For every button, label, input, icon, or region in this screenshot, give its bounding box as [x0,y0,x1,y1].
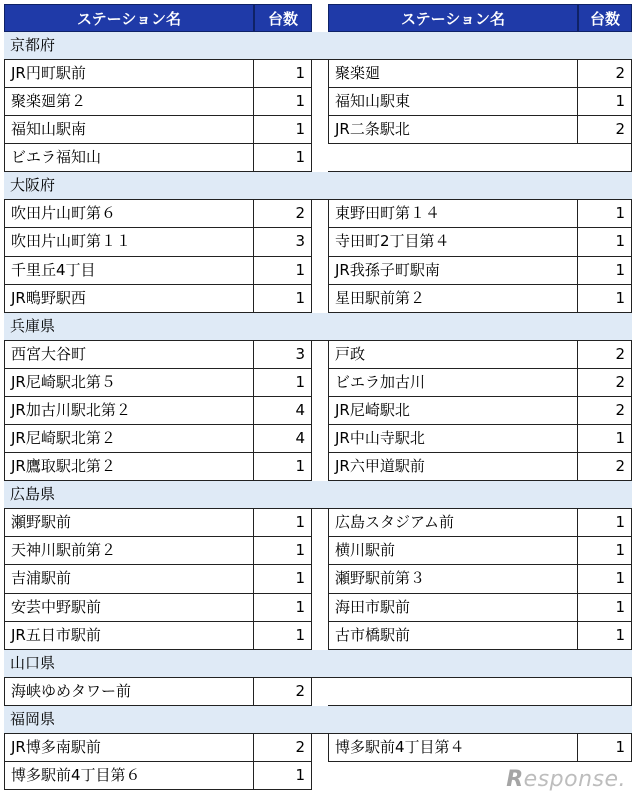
count-cell: 2 [254,734,312,762]
station-name-cell: JR中山寺駅北 [328,425,578,453]
table-row [4,594,632,622]
table-row [4,60,632,88]
count-cell: 1 [578,622,632,650]
station-name-cell: 吹田片山町第６ [4,200,254,228]
prefecture-header: 山口県 [4,650,632,678]
station-name-cell: 戸政 [328,341,578,369]
station-name-cell: 博多駅前4丁目第４ [328,734,578,762]
station-name-cell: JR我孫子町駅南 [328,257,578,285]
count-cell: 1 [578,425,632,453]
count-cell: 1 [254,257,312,285]
station-name-cell: 東野田町第１４ [328,200,578,228]
count-cell: 1 [578,734,632,762]
station-name-cell: 千里丘4丁目 [4,257,254,285]
station-name-cell: JR尼崎駅北第５ [4,369,254,397]
header-count-right: 台数 [578,4,632,32]
station-name-cell: 寺田町2丁目第４ [328,228,578,256]
table-row [4,116,632,144]
station-name-cell: JR二条駅北 [328,116,578,144]
count-cell: 1 [578,88,632,116]
count-cell: 1 [578,565,632,593]
count-cell: 1 [578,200,632,228]
count-cell: 1 [254,565,312,593]
table-row [4,397,632,425]
station-name-cell: 西宮大谷町 [4,341,254,369]
station-name-cell: 福知山駅東 [328,88,578,116]
header-gap [312,4,328,32]
table-row [4,341,632,369]
count-cell: 1 [254,594,312,622]
table-row [4,88,632,116]
count-cell: 3 [254,228,312,256]
station-name-cell: 吹田片山町第１１ [4,228,254,256]
station-name-cell: JR鷹取駅北第２ [4,453,254,481]
header-station-name-right: ステーション名 [328,4,578,32]
count-cell: 1 [578,594,632,622]
count-cell: 2 [578,369,632,397]
table-row [4,144,632,172]
empty-cell [328,678,632,706]
count-cell: 1 [254,453,312,481]
header-count-left: 台数 [254,4,312,32]
count-cell: 1 [578,509,632,537]
station-name-cell: ビエラ加古川 [328,369,578,397]
count-cell: 1 [254,88,312,116]
count-cell: 2 [254,200,312,228]
prefecture-header: 京都府 [4,32,632,60]
station-table [4,4,632,790]
count-cell: 1 [254,116,312,144]
station-name-cell: 天神川駅前第２ [4,537,254,565]
count-cell: 1 [254,369,312,397]
prefecture-header: 広島県 [4,481,632,509]
count-cell: 2 [578,453,632,481]
count-cell: 2 [254,678,312,706]
station-name-cell: 博多駅前4丁目第６ [4,762,254,790]
station-name-cell: ビエラ福知山 [4,144,254,172]
station-name-cell: 瀬野駅前 [4,509,254,537]
count-cell: 2 [578,397,632,425]
table-row [4,734,632,762]
count-cell: 1 [254,285,312,313]
table-body [4,32,632,790]
station-name-cell: JR五日市駅前 [4,622,254,650]
station-name-cell: 瀬野駅前第３ [328,565,578,593]
count-cell: 1 [254,144,312,172]
count-cell: 2 [578,341,632,369]
count-cell: 1 [578,257,632,285]
table-row [4,369,632,397]
count-cell: 1 [578,228,632,256]
empty-cell [328,144,632,172]
station-name-cell: JR尼崎駅北第２ [4,425,254,453]
count-cell: 2 [578,116,632,144]
table-row [4,565,632,593]
prefecture-header: 大阪府 [4,172,632,200]
count-cell: 4 [254,397,312,425]
station-name-cell: JR博多南駅前 [4,734,254,762]
table-row [4,509,632,537]
station-name-cell: 吉浦駅前 [4,565,254,593]
table-row [4,228,632,256]
count-cell: 1 [578,285,632,313]
table-row [4,257,632,285]
station-name-cell: JR加古川駅北第２ [4,397,254,425]
count-cell: 3 [254,341,312,369]
station-name-cell: 聚楽廻第２ [4,88,254,116]
prefecture-header: 兵庫県 [4,313,632,341]
count-cell: 4 [254,425,312,453]
station-name-cell: 海田市駅前 [328,594,578,622]
station-name-cell: 福知山駅南 [4,116,254,144]
table-header [4,4,632,32]
count-cell: 1 [254,60,312,88]
station-name-cell: 星田駅前第２ [328,285,578,313]
table-row [4,285,632,313]
station-name-cell: 聚楽廻 [328,60,578,88]
count-cell: 1 [254,537,312,565]
station-name-cell: 広島スタジアム前 [328,509,578,537]
station-name-cell: JR円町駅前 [4,60,254,88]
count-cell: 1 [254,622,312,650]
station-name-cell: JR六甲道駅前 [328,453,578,481]
response-watermark: Response. [506,767,626,792]
table-row [4,537,632,565]
header-station-name-left: ステーション名 [4,4,254,32]
table-row [4,200,632,228]
table-row [4,425,632,453]
count-cell: 1 [254,762,312,790]
count-cell: 1 [254,509,312,537]
table-row [4,678,632,706]
station-name-cell: 古市橋駅前 [328,622,578,650]
station-name-cell: JR鴫野駅西 [4,285,254,313]
prefecture-header: 福岡県 [4,706,632,734]
station-name-cell: 海峡ゆめタワー前 [4,678,254,706]
table-row [4,622,632,650]
table-row [4,453,632,481]
count-cell: 1 [578,537,632,565]
count-cell: 2 [578,60,632,88]
station-name-cell: 横川駅前 [328,537,578,565]
station-name-cell: JR尼崎駅北 [328,397,578,425]
station-name-cell: 安芸中野駅前 [4,594,254,622]
